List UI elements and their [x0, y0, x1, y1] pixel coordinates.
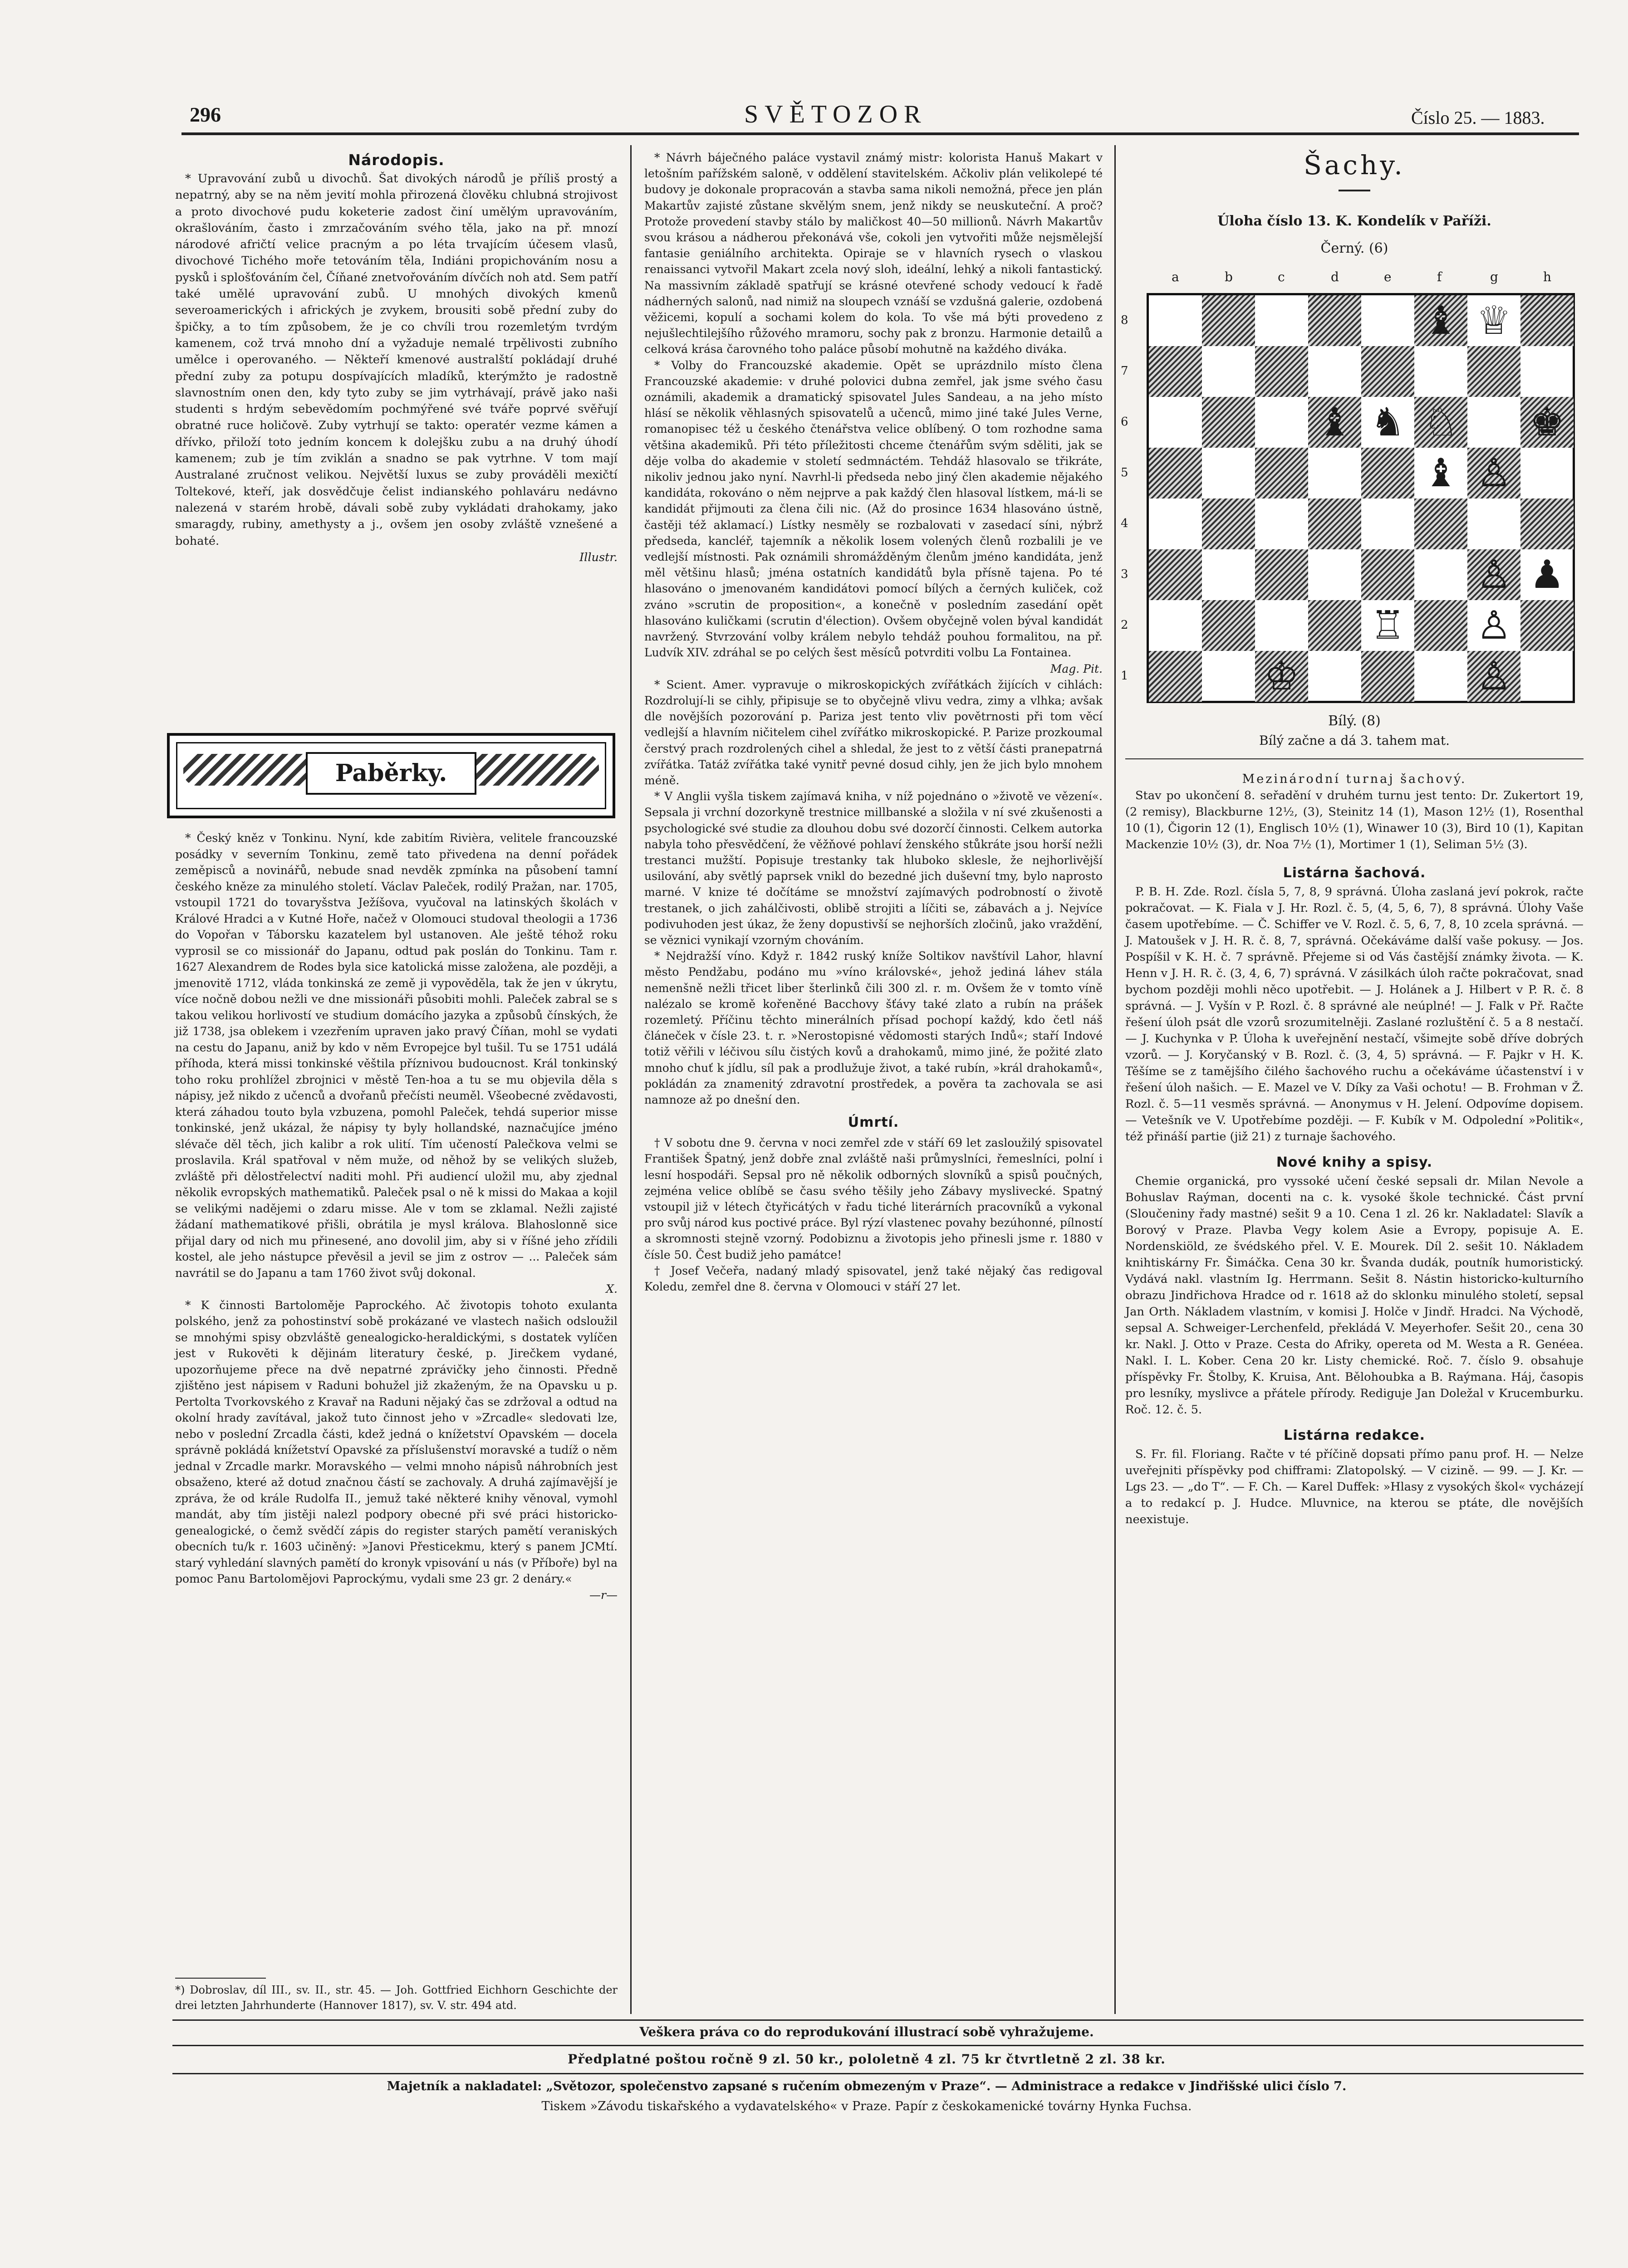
chess-file-label: d: [1331, 269, 1339, 284]
column-divider-2: [1114, 145, 1116, 2014]
problem-instruction: Bílý začne a dá 3. tahem mat.: [1259, 733, 1450, 748]
tournament-title: Mezinárodní turnaj šachový.: [1242, 772, 1467, 786]
chess-square-f7: [1414, 346, 1467, 397]
chess-file-label: g: [1490, 269, 1498, 284]
article-signature: Mag. Pit.: [1050, 662, 1103, 675]
chess-square-a7: [1149, 346, 1202, 397]
chess-square-c5: [1255, 448, 1308, 499]
chess-square-e3: [1361, 549, 1414, 600]
column-3: [1125, 771, 1584, 1528]
chess-piece-d6: ♝: [1317, 400, 1353, 445]
chess-square-f4: [1414, 499, 1467, 549]
page-number: 296: [190, 103, 221, 126]
chess-square-d8: [1308, 295, 1361, 346]
chess-square-g4: [1467, 499, 1520, 549]
chess-piece-f8: ♝: [1423, 298, 1459, 343]
column-1-upper: [175, 150, 618, 566]
chess-square-f1: [1414, 651, 1467, 702]
chess-square-a8: [1149, 295, 1202, 346]
journal-title: SVĚTOZOR: [744, 100, 927, 128]
footer-rule-3: [172, 2073, 1584, 2074]
header-rule: [181, 132, 1579, 135]
chess-piece-g1: ♙: [1476, 654, 1512, 699]
chess-piece-e2: ♖: [1370, 603, 1406, 648]
article-volby-akademie: * Volby do Francouzské akademie. Opět se uprázdnilo místo člena Francouzské akademie: v druhé polovici dubna zemřel, jak jsme svého času oznámili, akademik a dramatický spisovatel Jules Sandeau, a na jeho místo hlásí se několik věhlasných spisovatelů a učenců, mimo jiné také Jules Verne, romanopisec též u českého čtenářstva velice oblíbený. O tom rozhodne sama většina akademiků. Při této příležitosti chceme čtenářům svým sděliti, jak se děje volba do akademie v století sedmnáctém. Tehdáž hlasovalo se třikráte, nikoliv jednou jako nyní. Navrhl-li předseda nebo jiný člen akademie nějakého kandidáta, rokováno o něm nejprve a pak každý člen hlasoval lístkem, má-li se kandidát přijmouti za člena čili nic. (Až do prosince 1634 hlasováno ústně, častěji též aklamací.) Lístky nesměly se rozbalovati v zasedací síni, nýbrž předseda, kancléř, tajemník a několik losem volených členů rozbalili je ve vedlejší místnosti. Pak oznámili shromážděným členům jméno kandidáta, jenž měl většinu hlasů; jména ostatních kandidátů byla přísně tajena. Po té hlasováno o jmenovaném kandidátovi pomocí bílých a černých kuliček, což zváno »scrutin de proposition«, a konečně v posledním zasedání opět hlasováno kuličkami (scrutin d'élection). Ovšem obyčejně volen býval kandidát navržený. Stvrzování volby králem nebylo tehdáž pouhou formalitou, na př. Ludvík XIV. zdráhal se po celých šest měsíců potvrditi volbu La Fontainea.: [644, 358, 1103, 660]
chess-square-d1: [1308, 651, 1361, 702]
obituary-vecera: † Josef Večeřa, nadaný mladý spisovatel, jenž také nějaký čas redigoval Koledu, zemřel dne 8. června v Olomouci v stáří 27 let.: [644, 1264, 1103, 1294]
chess-square-h5: [1520, 448, 1574, 499]
chess-file-label: h: [1543, 269, 1552, 284]
chess-square-h4: [1520, 499, 1574, 549]
chess-piece-h3: ♟: [1529, 552, 1565, 597]
section-title-sachy: Šachy.: [1304, 150, 1405, 181]
section-title-umrti: Úmrtí.: [848, 1114, 899, 1131]
column-divider-1: [630, 145, 632, 2014]
section-title-paberky: Paběrky.: [306, 752, 476, 795]
chess-square-e1: [1361, 651, 1414, 702]
black-label: Černý. (6): [1320, 240, 1388, 256]
chess-square-c6: [1255, 397, 1308, 448]
article-anglie: * V Anglii vyšla tiskem zajímavá kniha, v níž pojednáno o »životě ve vězení«. Sepsala ji vrchní dozorkyně trestnice millbanské a složila v ní své zkušenosti a psychologické své studie za dlouhou dobu své dozorčí činnosti. Celkem autorka nabyla toho přesvědčení, že věžňové pohlaví ženského stůkráte jsou horší nežli trestanci mužští. Popisuje trestanky tak hluboko sklesle, že nejhorlivější usilování, aby světlý paprsek vnikl do bezedné jich duševní tmy, bylo naprosto marné. V knize té dočítáme se množství zajímavých podrobností o životě trestanek, o jich zahálčivosti, oblibě strojiti a líčiti se, zábavách a j. Nejvíce podivuhoden jest úkaz, že ženy dopustivší se nejhorších zločinů, jako vraždění, se věznici vynikají vzorným chováním.: [644, 790, 1103, 947]
section-title-listarna-sachova: Listárna šachová.: [1283, 865, 1426, 881]
paberky-banner: [167, 733, 615, 818]
chess-square-e8: [1361, 295, 1414, 346]
new-books-list: Chemie organická, pro vyssoké učení české sepsali dr. Milan Nevole a Bohuslav Raýman, docenti na c. k. vysoké škole technické. Část první (Sloučeniny řady mastné) sešit 9 a 10. Cena 1 zl. 26 kr. Nakladatel: Slavík a Borový v Praze. Plavba Vegy kolem Asie a Evropy, popisuje A. E. Nordenskiöld, ze švédského přel. V. E. Mourek. Díl 2. sešit 10. Nákladem knihtiskárny Fr. Šimáčka. Cena 30 kr. Švanda dudák, poutník humoristický. Vydává nakl. vlastním Ig. Herrmann. Sešit 8. Nástin historicko-kulturního obrazu Jindřichova Hradce od r. 1618 až do sklonku minulého století, sepsal Jan Orth. Nákladem vlastním, v komisi J. Holče v Jindř. Hradci. Na Východě, sepsal A. Schweiger-Lerchenfeld, překládá V. Meyerhofer. Sešit 20., cena 30 kr. Nakl. J. Otto v Praze. Cesta do Afriky, operetа od M. Westa a R. Genéea. Nakl. I. L. Kober. Cena 20 kr. Listy chemické. Roč. 7. číslo 9. obsahuje příspěvky Fr. Štolby, K. Kruisa, Ant. Bělohoubka a B. Raýmana. Háj, časopis pro lesníky, myslivce a přátele přírody. Rediguje Jan Doležal v Krucemburku. Roč. 12. č. 5.: [1125, 1174, 1584, 1417]
chess-square-f2: [1414, 600, 1467, 651]
chess-square-h2: [1520, 600, 1574, 651]
chess-square-a4: [1149, 499, 1202, 549]
article-nejdrazsi-vino: * Nejdražší víno. Když r. 1842 ruský kníže Soltikov navštívil Lahor, hlavní město Pendžabu, podáno mu »víno královské«, jehož jediná láhev stála nemenšně nežli třicet liber šterlinků čili 300 zl. r. m. Ovšem že v tomto víně nalézalo se kromě kořeněné Bacchovy šťávy také zlato a rubín na prášek rozemletý. Příčinu těchto minerálních přísad pochopí každý, kdo četl náš článeček v čísle 23. t. r. »Nerostopisné vědomosti starých Indů«; staří Indové totiž věřili v léčivou sílu čistých kovů a drahokamů, mimo jiné, že požité zlato mnoho chuť k jídlu, síl pak a prodlužuje život, a také rubín, »král drahokamů«, pokládán za znamenitý zdravotní prostředek, a pověra ta zachovala se asi namnoze až po dnešní den.: [644, 949, 1103, 1106]
footer-publisher: Majetník a nakladatel: „Světozor, společenstvo zapsané s ručením obmezeným v Praze“. — Administrace a redakce v Jindřišské ulici číslo 7.: [387, 2079, 1347, 2093]
chess-square-e7: [1361, 346, 1414, 397]
chess-rank-label: 8: [1121, 313, 1128, 327]
chess-file-label: a: [1172, 269, 1179, 284]
chess-square-b4: [1202, 499, 1255, 549]
chess-square-c3: [1255, 549, 1308, 600]
chess-square-b8: [1202, 295, 1255, 346]
footnote: *) Dobroslav, díl III., sv. II., str. 45. — Joh. Gottfried Eichhorn Geschichte der drei letzten Jahrhunderte (Hannover 1817), sv. V. str. 494 atd.: [175, 1984, 618, 2012]
article-upravovani-zubu: * Upravování zubů u divochů. Šat divokých národů je příliš prostý a nepatrný, aby se na něm jevití mohla přirozená člověku chlubná strojivost a proto divochové pudu koketerie zadost činí umělým upravováním, okrašlováním, často i zmrzačováním svého těla, jako na př. mnozí národové afričtí velice pracným a po léta trvajícím účesem vlasů, divochové Tichého moře tetováním těla, Indiáni propichováním nosu a pysků i splošťováním čel, Číňané znetvořováním dívčích noh atd. Sem patří také umělé upravování zubů. U mnohých divokých kmenů severoamerických i afrických je zvykem, brousiti sobě přední zuby do špičky, a to tím způsobem, že je co chvíli trou rozemletým tvrdým kamenem, což trvá mnoho dní a vyžaduje nemalé trpělivosti zubního umělce i operovaného. — Někteří kmenové australští pokládají druhé přední zuby za potupu dospívajících mladíků, kterýmžto je radostně slavnostním onen den, kdy tyto zuby se jim vytrhávají, právě jako naši studenti s hrdým sebevědomím pochmýřené své tváře poprvé svěřují obratné ruce holičově. Zuby vytrhují se takto: operatér vezme kámen a dřívko, přiloží toto jedním koncem k dolejšku zubu a na druhý úhodí kamenem; zub je tím zviklán a snadno se pak vytrhne. V tom mají Australané zručnost velikou. Největší luxus se zuby prováděli mexičtí Toltekové, kteří, jak dosvědčuje čelist indianského pohlaváru nedávno nalezená v starém hrobě, dávali sobě zuby vykládati drahokamy, jako smaragdy, rubiny, amethysty a j., ovšem jen osoby zvláště vznešené a bohaté.: [175, 172, 618, 548]
article-signature: Illustr.: [579, 550, 618, 564]
chess-square-h8: [1520, 295, 1574, 346]
chess-square-c4: [1255, 499, 1308, 549]
chess-piece-f6: ♘: [1423, 400, 1459, 445]
chess-piece-g3: ♙: [1476, 552, 1512, 597]
chess-piece-f5: ♝: [1423, 450, 1459, 496]
chess-square-d5: [1308, 448, 1361, 499]
chess-square-b7: [1202, 346, 1255, 397]
chess-file-label: f: [1437, 269, 1442, 284]
tournament-standings: Stav po ukončení 8. seřadění v druhém turnu jest tento: Dr. Zukertort 19, (2 remisy), Blackburne 12½, (3), Steinitz 14 (1), Mason 12½ (1), Rosenthal 10 (1), Čigorin 12 (1), Englisch 10½ (1), Winawer 10 (3), Bird 10 (1), Kapitan Mackenzie 10½ (3), dr. Noa 7½ (1), Mortimer 1 (1), Seliman 5½ (3).: [1125, 789, 1584, 851]
chess-square-a6: [1149, 397, 1202, 448]
chess-piece-c1: ♔: [1264, 654, 1299, 699]
chess-square-a5: [1149, 448, 1202, 499]
chess-square-b6: [1202, 397, 1255, 448]
white-label: Bílý. (8): [1328, 713, 1381, 729]
chess-square-g6: [1467, 397, 1520, 448]
chess-rank-label: 7: [1121, 364, 1128, 378]
section-title-listarna-redakce: Listárna redakce.: [1283, 1427, 1426, 1443]
chess-square-a3: [1149, 549, 1202, 600]
column-1-lower: [175, 830, 618, 1603]
chess-rank-label: 1: [1121, 669, 1128, 683]
article-scient-amer: * Scient. Amer. vypravuje o mikroskopických zvířátkách žijících v cihlách: Rozdrolují-li se cihly, připisuje se to obyčejně vlivu vedra, zimy a vlhka; avšak dle novějších pozorování p. Pariza jest tento vliv povětrnosti při tom věcí vedlejší a hlavním ničitelem cihel zvířátko mikroskopické. P. Parize prozkoumal čerstvý prach rozdrolených cihel a shledal, že jest to z větší části pranepatrná zvířátka. Tatáž zvířátka také vynitř pevné dosud cihly, jen že jich bylo mnohem méně.: [644, 678, 1103, 787]
chess-piece-h6: ♚: [1529, 400, 1565, 445]
chess-piece-e6: ♞: [1370, 400, 1406, 445]
chess-square-d7: [1308, 346, 1361, 397]
chess-square-c2: [1255, 600, 1308, 651]
chess-rank-label: 4: [1121, 517, 1128, 530]
chess-piece-g5: ♙: [1476, 450, 1512, 496]
footer-rule-2: [172, 2045, 1584, 2046]
article-signature: X.: [606, 1282, 618, 1295]
chess-square-c8: [1255, 295, 1308, 346]
chess-piece-g8: ♕: [1476, 298, 1512, 343]
chess-rank-label: 3: [1121, 567, 1128, 581]
chess-square-d4: [1308, 499, 1361, 549]
chess-square-b5: [1202, 448, 1255, 499]
editorial-correspondence: S. Fr. fil. Floriang. Račte v té příčině dopsati přímo panu prof. H. — Nelze uveřejniti příspěvky pod chifframi: Zlatopolský. — V cizině. — 99. — J. Kr. — Lgs 23. — „do T“. — F. Ch. — Karel Duffek: »Hlasy z vysokých škol« vycházejí a to redakcí p. J. Hudce. Mluvnice, na kterou se ptáte, dle novějších neexistuje.: [1125, 1447, 1584, 1526]
chess-square-b1: [1202, 651, 1255, 702]
chess-square-e5: [1361, 448, 1414, 499]
chess-square-b2: [1202, 600, 1255, 651]
chess-square-h1: [1520, 651, 1574, 702]
chess-square-e4: [1361, 499, 1414, 549]
article-cesky-knez: * Český kněz v Tonkinu. Nyní, kde zabitím Rivièra, velitele francouzské posádky v severním Tonkinu, země tato přivedena na denní pořádek zeměpisců a novinářů, nebude snad nevděk zpmínka na působení tamní českého kněze za minulého století. Václav Paleček, rodilý Pražan, nar. 1705, vstoupil 1721 do tovaryšstva Ježíšova, vyučoval na latinských školách v Králové Hradci a v Kutné Hoře, načež v Olomouci studoval theologii a 1736 do Vopořan v Táborsku kazatelem byl ustanoven. Ale ještě téhož roku vyprosil se co missionář do Japanu, odtud pak poslán do Tonkinu. Tam r. 1627 Alexandrem de Rodes byla sice katolická misse založena, ale později, a jmenovitě 1712, vláda tonkinská ze země ji vypověděla, tak že jen v úkrytu, více nočně dobou nežli ve dne missionáři působiti mohli. Paleček zabral se s takou velikou horlivostí ve studium domácího jazyka a způsobů čínských, že již 1738, jsa oblekem i vzezřením upraven jako pravý Číňan, mohl se vydati na cestu do Japanu, aniž by kdo v něm Evropejce byl tušil. Tu se 1751 událá příhoda, která missi tonkinské věštila příznivou budoucnost. Král tonkinský toho roku prohlížel zbrojnici v městě Ten-hoa a tu se mu objevila děla s nápisy, jež nikdo z učenců a dvořanů přečísti neuměl. Všeobecné zvědavosti, která záhadou touto byla vzbuzena, pomohl Paleček, tehdá superior misse tonkinské, jenž ukázal, že nápisy ty byly hollandské, naznačujíce jméno slévače děl těch, jich kalibr a rok ulití. Tím učeností Palečkova velmi se proslavila. Král spatřoval v něm muže, od něhož by se velikých služeb, zvláště při dělostřelectví naditi mohl. Při audiencí uložil mu, aby zjednal několik evropských mathematiků. Paleček psal o ně k missi do Makaa a kojil se velikými nadějemi o zdaru misse. Ale v tom se zklamal. Nežli zajisté žádaní mathematikové přišli, obrátila je mysl králova. Blahoslonně sice přijal dary od nich mu přinesené, ano dovolil jim, aby si v říšné jeho zřídili kostel, ale jeho nástupce převěsil a jevil se jim z ostrov — ... Paleček sám navrátil se do Japanu a tam 1760 život svůj dokonal.: [175, 831, 618, 1280]
chess-square-h7: [1520, 346, 1574, 397]
chess-rank-label: 5: [1121, 466, 1128, 479]
chess-rank-label: 6: [1121, 415, 1128, 429]
chess-square-f3: [1414, 549, 1467, 600]
chess-file-label: c: [1278, 269, 1285, 284]
problem-heading: Úloha číslo 13. K. Kondelík v Paříži.: [1217, 213, 1491, 229]
chess-square-a1: [1149, 651, 1202, 702]
chess-correspondence: P. B. H. Zde. Rozl. čísla 5, 7, 8, 9 správná. Úloha zaslaná jeví pokrok, račte pokračovat. — K. Fiala v J. Hr. Rozl. č. 5, (4, 5, 6, 7), 8 správná. Úlohy Vaše časem upotřebíme. — Č. Schiffer ve V. Rozl. č. 5, 6, 7, 8, 10 zcela správná. — J. Matoušek v J. H. R. č. 8, 7, správná. Očekáváme další vaše pokusy. — Jos. Pospíšil v K. H. č. 7 správně. Přejeme si od Vás častější známky života. — K. Henn v J. H. R. č. (3, 4, 6, 7) správná. V zásilkách úloh račte pokračovat, snad bychom později mohli něco upotřebit. — J. Holánek a J. Hilbert v P. R. č. 8 správná. — J. Vyšín v P. Rozl. č. 8 správné ale neúplné! — J. Falk v Př. Račte řešení úloh psát dle vzorů srozumitelněji. Zaslané rozluštění č. 5 a 8 nestačí. — J. Kuchynka v P. Úloha k uveřejnění nestačí, všimejte sobě dříve dobrých vzorů. — J. Koryčanský v B. Rozl. č. (3, 4, 5) správná. — F. Pajkr v H. K. Těšíme se z tamějšího čilého šachového ruchu a očekáváme účastenství i v řešení úloh našich. — E. Mazel ve V. Díky za Vaši ochotu! — B. Frohman v Ž. Rozl. č. 5—11 vesměs správná. — Anonymus v H. Jelení. Odpovíme dopisem. — Vetešník ve V. Upotřebíme později. — F. Kubík v M. Odpolední »Politik«, též přináší partie (již 21) z turnaje šachového.: [1125, 885, 1584, 1144]
chess-rank-label: 2: [1121, 618, 1128, 632]
article-signature: —r—: [589, 1588, 618, 1602]
obituary-spatny: † V sobotu dne 9. června v noci zemřel zde v stáří 69 let zasloužilý spisovatel František Špatný, jenž dobře znal zvláště naši průmyslníci, řemeslníci, polní i lesní hospodáři. Sepsal pro ně několik odborných slovníků a spisů poučných, zejména velice oblíbě se času svého těšily jeho Zábavy myslivecké. Spatný vstoupil již v létech čtyřicátých v řadu tiché literárních pracovníků a vykonal pro svůj národ kus poctivé práce. Byl rýzí vlastenec povahy bezúhonné, pílností a skromnosti stejně vzorný. Podobiznu a životopis jeho přinesli jsme r. 1880 v čísle 50. Čest budiž jeho památce!: [644, 1136, 1103, 1261]
chess-file-label: b: [1225, 269, 1233, 284]
footer-rule-1: [172, 2019, 1584, 2021]
article-navrh-palace: * Návrh báječného paláce vystavil známý mistr: kolorista Hanuš Makart v letošním pařížském saloně, v oddělení stavitelském. Ačkoliv plán velikolepé té budovy je dokonale propracován a stavba sama nikoli nemožná, přece jen plán Makartův zajisté zůstane skvělým snem, jenž nikdy se neuskuteční. A proč? Protože provedení stavby stálo by maličkost 40—50 millionů. Návrh Makartův svou krásou a nádherou překonává vše, cokoli jen vytvořiti může nejsmělejší fantasie geniálního architekta. Opiraje se v hlavních rysech o vlaskou renaissanci vytvořil Makart zcela nový sloh, ideální, lehký a nikoli fantastický. Na massivním základě spatřují se krásné otevřené schody vedoucí k řadě nádherných salonů, nad nimiž na sloupech vznáší se vzdušná galerie, ozdobená věžicemi, kopulí a sochami kolem do kola. To vše má býti provedeno z nejušlechtilejšího růžového mramoru, sochy pak z bronzu. Harmonie detailů a celková krása čarovného toho paláce působí mohutně na každého diváka.: [644, 151, 1103, 356]
footer-rights: Veškera práva co do reprodukování illustrací sobě vyhražujeme.: [639, 2024, 1094, 2039]
chess-title-ornament: [1339, 190, 1370, 191]
issue-label: Číslo 25. — 1883.: [1411, 108, 1545, 128]
footnote-rule: [175, 1978, 266, 1979]
chess-square-d2: [1308, 600, 1361, 651]
chess-square-a2: [1149, 600, 1202, 651]
column-2: [644, 150, 1103, 1295]
chess-piece-g2: ♙: [1476, 603, 1512, 648]
chess-square-c7: [1255, 346, 1308, 397]
section-title-narodopis: Národopis.: [348, 151, 445, 169]
article-cinnost-paprockeho: * K činnosti Bartoloměje Paprockého. Ač životopis tohoto exulanta polského, jenž za pohostinství sobě prokázané ve vlastech našich odsloužil se mnohými spisy obzvláště genealogicko-heraldickými, s dostatek vylíčen jest v Rukověti k dějinám literatury české, p. Jirečkem vydané, upozorňujeme přece na dvě nepatrné zprávičky jeho činnosti. Předně zjištěno jest nápisem v Raduni bohužel již zkaženým, že na Opavsku u p. Pertolta Tvorkovského z Kravař na Raduni nějaký čas se zdržoval a odtud na okolní hrady zavítával, jakož tuto činnost jeho v »Zrcadle« sledovati lze, nebo v poslední Zrcadla části, kdež jedná o knížetství Opavském — docela správně pokládá knížetství Opavské za příslušenství moravské a tudíž o něm jednal v Zrcadle markr. Moravského — velmi mnoho nápisů náhrobních jest obsaženo, které až dotud značnou částí se zachovaly. A druhá zajímavější je zpráva, že od krále Rudolfa II., jemuž také některé knihy věnoval, vymohl mandát, aby tím jistěji nalezl podpory obecné při své práci historicko-genealogické, o čemž svědčí zápis do register starých pamětí veraniských obecních tu/k r. 1603 učiněný: »Janovi Přesticekmu, který s panem JCMtí. starý vyhledání slavných pamětí do kronyk vpisování u nás (v Příboře) byl na pomoc Panu Bartolomějovi Paprockýmu, vydali sme 23 gr. 2 denáry.«: [175, 1298, 618, 1585]
chess-square-g7: [1467, 346, 1520, 397]
footer-printer: Tiskem »Závodu tiskařského a vydavatelského« v Praze. Papír z českokamenické továrny Hynka Fuchsa.: [541, 2099, 1192, 2113]
section-title-nove-knihy: Nové knihy a spisy.: [1276, 1154, 1433, 1170]
chess-board: [1147, 293, 1575, 703]
chess-rule: [1125, 758, 1584, 759]
chess-file-label: e: [1384, 269, 1392, 284]
chess-square-d3: [1308, 549, 1361, 600]
footer-subscription: Předplatné poštou ročně 9 zl. 50 kr., pololetně 4 zl. 75 kr čtvrtletně 2 zl. 38 kr.: [568, 2052, 1166, 2067]
chess-square-b3: [1202, 549, 1255, 600]
